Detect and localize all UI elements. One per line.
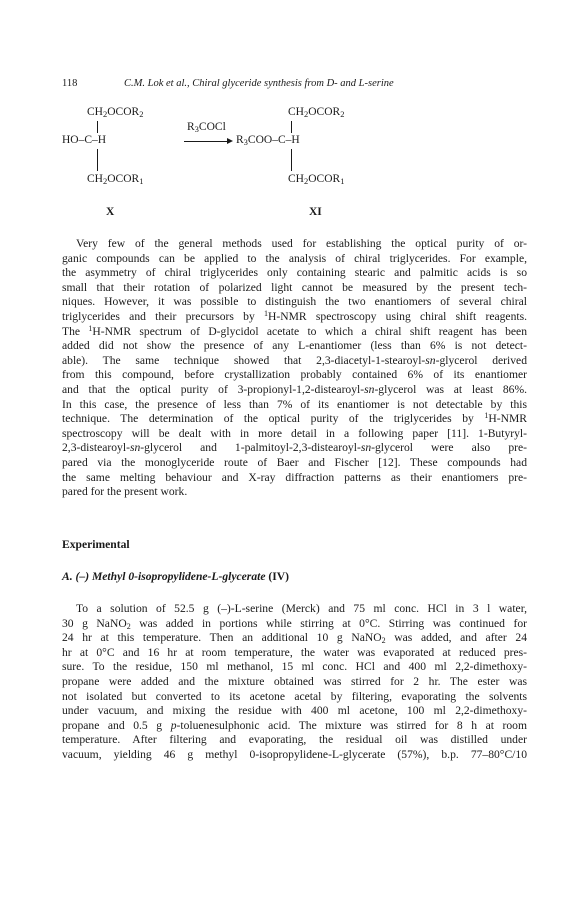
reaction-scheme — [0, 0, 587, 240]
compound-x-center-row: HO–C–H — [62, 134, 107, 146]
compound-x-bottom-group: $CH_2OCOR_1$ — [87, 173, 144, 186]
subsection-heading-a: A. (–) Methyl 0-isopropylidene-L-glycerate (IV) — [62, 570, 290, 583]
reaction-arrow-line — [184, 141, 228, 142]
reagent-label: $R_3COCl$ — [187, 121, 226, 134]
section-heading-experimental: Experimental — [62, 538, 130, 551]
paragraph-optical-purity: Very few of the general methods used for establishing the optical purity of or- ganic compounds can be applied to the analysis of chiral triglycerides. For example, the asymmetry of chiral triglycerides only containing stearic and palmitic acids is so small that their rotation of polarized light cannot be measured by the present tech- niques. However, it was possible to distinguish the two enantiomers of several chiral triglycerides and their precursors by $^1$H-NMR spectroscopy using chiral shift reagents. The $^1$H-NMR spectrum of D-glycidol acetate to which a chiral shift reagent has been added did not show the presence of any L-enantiomer (less than 6% is not detect- able). The same technique showed that 2,3-diacetyl-1-stearoyl-sn-glycerol derived from this compound, before crystallization probably contained 6% of its enantiomer and that the optical purity of 3-propionyl-1,2-distearoyl-sn-glycerol was at least 86%. In this case, the presence of less than 7% of its enantiomer is not detectable by this technique. The determination of the optical purity of the triglycerides by $^1$H-NMR spectroscopy will be dealt with in more detail in a following paper [11]. 1-Butyryl- 2,3-distearoyl-sn-glycerol and 1-palmitoyl-2,3-distearoyl-sn-glycerol were also pre- pared via the monoglyceride route of Baer and Fischer [12]. These compounds had the same melting behaviour and X-ray diffraction patterns as their enantiomers pre- pared for the present work. — [62, 237, 528, 499]
compound-label-xi: XI — [309, 206, 322, 218]
paragraph-synthesis-procedure: To a solution of 52.5 g (–)-L-serine (Merck) and 75 ml conc. HCl in 3 l water, 30 g NaNO$_2$ was added in portions while stirring at 0°C. Stirring was continued for 24 hr at this temperature. Then an additional 10 g NaNO$_2$ was added, and after 24 hr at 0°C and 16 hr at room temperature, the water was evaporated at reduced pres- sure. To the residue, 150 ml methanol, 15 ml conc. HCl and 400 ml 2,2-dimethoxy- propane were added and the mixture obtained was stirred for 2 hr. The ester was not isolated but converted to its acetone acetal by filtering, evaporating the solvents under vacuum, and mixing the residue with 400 ml acetone, 100 ml 2,2-dimethoxy- propane and 0.5 g p-toluenesulphonic acid. The mixture was stirred for 8 h at room temperature. After filtering and evaporating, the residual oil was distilled under vacuum, yielding 46 g methyl 0-isopropylidene-L-glycerate (57%), b.p. 77–80°C/10 — [62, 602, 528, 761]
compound-xi-top-group: $CH_2OCOR_2$ — [288, 106, 345, 119]
running-title: C.M. Lok et al., Chiral glyceride synthesis from D- and L-serine — [124, 78, 394, 89]
compound-xi-bottom-group: $CH_2OCOR_1$ — [288, 173, 345, 186]
compound-xi-center-row: $R_3COO-C-H$ — [236, 134, 300, 147]
compound-x-upper-bond — [97, 121, 98, 133]
compound-label-x: X — [106, 206, 115, 218]
compound-x-lower-bond — [97, 149, 98, 171]
page-number: 118 — [62, 78, 78, 89]
reaction-arrow-head — [227, 138, 233, 144]
compound-xi-upper-bond — [291, 121, 292, 133]
compound-xi-lower-bond — [291, 149, 292, 171]
compound-x-top-group: $CH_2OCOR_2$ — [87, 106, 144, 119]
